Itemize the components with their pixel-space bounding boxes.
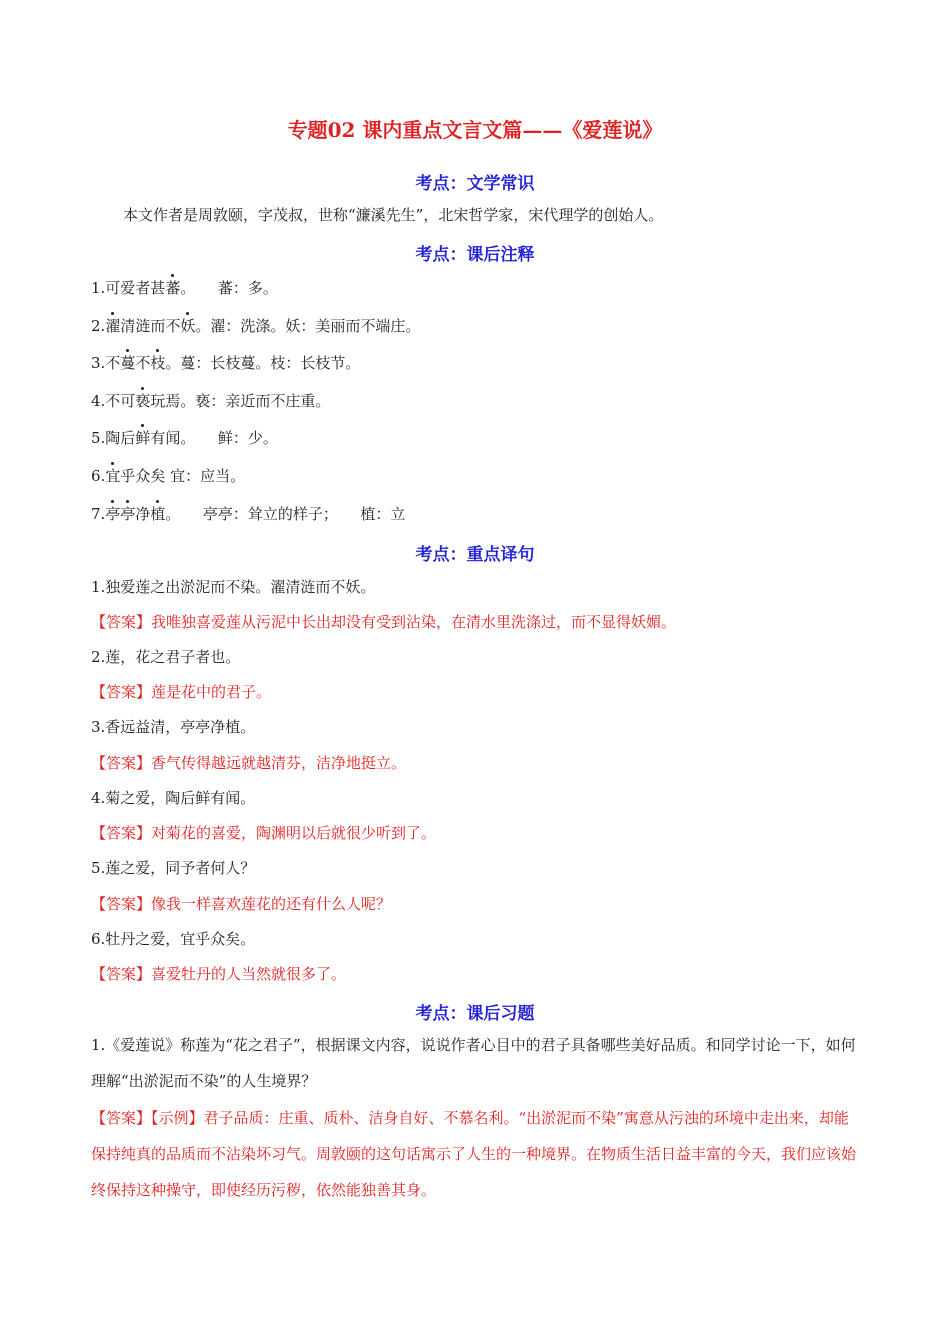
translation-answer: 【答案】我唯独喜爱莲从污泥中长出却没有受到沾染，在清水里洗涤过，而不显得妖媚。: [91, 613, 677, 631]
translation-question: 2.莲，花之君子者也。: [91, 648, 241, 666]
note-item: [91, 315, 420, 337]
dotted-char: 宜: [105, 467, 121, 485]
dotted-char: 蕃: [165, 279, 181, 297]
note-text: 有闻。 鲜：少。: [150, 429, 278, 447]
note-text: 。 蕃：多。: [180, 279, 278, 297]
note-text: 。蔓：长枝蔓。枝：长枝节。: [165, 354, 361, 372]
note-text: 7.: [91, 505, 106, 523]
translation-answer: 【答案】莲是花中的君子。: [91, 683, 272, 701]
note-text: 3.不: [91, 354, 121, 372]
dotted-char: 鲜: [135, 429, 151, 447]
dotted-char: 亵: [135, 392, 151, 410]
note-text: 不: [135, 354, 151, 372]
note-text: 净: [135, 505, 151, 523]
note-text: 4.不可: [91, 392, 136, 410]
note-item: [91, 352, 360, 374]
note-item: [91, 427, 278, 449]
section-heading-exercises: 考点：课后习题: [415, 1004, 535, 1024]
translation-question: 6.牡丹之爱，宜乎众矣。: [91, 930, 256, 948]
translation-answer: 【答案】喜爱牡丹的人当然就很多了。: [91, 965, 347, 983]
dotted-char: 蔓: [120, 354, 136, 372]
note-text: 1.可爱者甚: [91, 279, 166, 297]
exercise-answer: 【答案】【示例】君子品质：庄重、质朴、洁身自好、不慕名利。“出淤泥而不染”寓意从污浊的环境中走出来，却能保持纯真的品质而不沾染坏习气。周敦颐的这句话寓示了人生的一种境界。在物质生活日益丰富的今天，我们应该始终保持这种操守，即使经历污秽，依然能独善其身。: [91, 1109, 857, 1199]
note-text: 6.: [91, 467, 106, 485]
note-text: 乎众矣 宜：应当。: [120, 467, 246, 485]
note-item: [91, 465, 245, 487]
dotted-char: 亭: [105, 505, 121, 523]
dotted-char: 濯: [105, 317, 121, 335]
section-heading-translation: 考点：重点译句: [415, 545, 535, 565]
note-text: 5.陶后: [91, 429, 136, 447]
exercise-question: 1.《爱莲说》称莲为“花之君子”，根据课文内容，说说作者心目中的君子具备哪些美好品质。和同学讨论一下，如何理解“出淤泥而不染”的人生境界？: [91, 1036, 856, 1090]
translation-answer: 【答案】像我一样喜欢莲花的还有什么人呢？: [91, 895, 392, 913]
translation-question: 3.香远益清，亭亭净植。: [91, 718, 256, 736]
note-text: 玩焉。亵：亲近而不庄重。: [150, 392, 331, 410]
translation-answer: 【答案】对菊花的喜爱，陶渊明以后就很少听到了。: [91, 824, 437, 842]
dotted-char: 植: [150, 505, 166, 523]
note-text: 。 亭亭：耸立的样子； 植：立: [165, 505, 406, 523]
page-title: 专题02 课内重点文言文篇——《爱莲说》: [287, 118, 663, 142]
dotted-char: 亭: [120, 505, 136, 523]
section-heading-literature: 考点：文学常识: [415, 174, 535, 194]
dotted-char: 枝: [150, 354, 166, 372]
translation-question: 5.莲之爱，同予者何人？: [91, 859, 256, 877]
note-item: [91, 503, 405, 525]
note-text: 2.: [91, 317, 106, 335]
translation-question: 4.菊之爱，陶后鲜有闻。: [91, 789, 256, 807]
note-item: [91, 277, 278, 299]
note-text: 清涟而不: [120, 317, 181, 335]
translation-answer: 【答案】香气传得越远就越清芬，洁净地挺立。: [91, 754, 407, 772]
translation-question: 1.独爱莲之出淤泥而不染。濯清涟而不妖。: [91, 578, 376, 596]
note-item: [91, 390, 330, 412]
section-heading-notes: 考点：课后注释: [415, 245, 535, 265]
dotted-char: 妖: [180, 317, 196, 335]
note-text: 。濯：洗涤。妖：美丽而不端庄。: [195, 317, 421, 335]
literature-text: 本文作者是周敦颐，字茂叔，世称“濂溪先生”，北宋哲学家，宋代理学的创始人。: [123, 206, 664, 224]
